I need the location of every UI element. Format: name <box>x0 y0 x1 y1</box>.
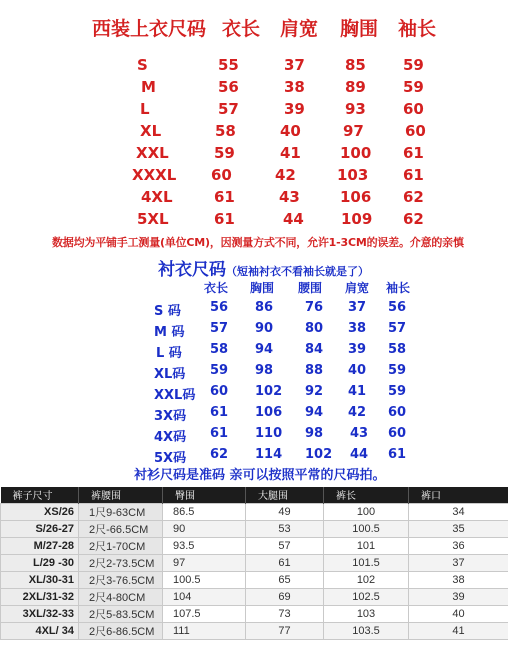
shirt-title-text: 衬衣尺码 <box>158 260 226 280</box>
shirt-row <box>0 342 508 362</box>
shirt-header-row <box>0 279 508 299</box>
suit-length: 57 <box>218 100 239 118</box>
shirt-waist: 94 <box>305 405 324 420</box>
shirt-length: 62 <box>210 447 229 462</box>
pants-waist: 2尺6-86.5CM <box>79 622 163 639</box>
shirt-waist: 92 <box>305 384 324 399</box>
suit-header-shoulder: 肩宽 <box>280 18 319 40</box>
shirt-row <box>0 300 508 320</box>
shirt-shoulder: 37 <box>348 300 367 315</box>
shirt-sleeve: 56 <box>388 300 407 315</box>
pants-hip: 90 <box>163 520 246 537</box>
suit-length: 58 <box>215 122 236 140</box>
suit-row <box>0 188 508 209</box>
shirt-sleeve: 60 <box>388 405 407 420</box>
shirt-waist: 84 <box>305 342 324 357</box>
suit-header-sleeve: 袖长 <box>398 18 437 40</box>
suit-size: M <box>141 78 156 96</box>
pants-thigh: 73 <box>246 605 324 622</box>
shirt-chest: 94 <box>255 342 274 357</box>
shirt-shoulder: 40 <box>348 363 367 378</box>
pants-header-row <box>1 487 508 503</box>
suit-size: XXL <box>136 144 169 162</box>
shirt-row <box>0 321 508 341</box>
pants-waist: 2尺-66.5CM <box>79 520 163 537</box>
suit-sleeve: 60 <box>405 122 426 140</box>
shirt-waist: 102 <box>305 447 333 462</box>
shirt-chest: 90 <box>255 321 274 336</box>
shirt-sleeve: 61 <box>388 447 407 462</box>
suit-header-length: 衣长 <box>222 18 261 40</box>
suit-length: 60 <box>211 166 232 184</box>
table-row <box>1 622 508 639</box>
table-row <box>1 554 508 571</box>
suit-shoulder: 39 <box>284 100 305 118</box>
shirt-row <box>0 426 508 446</box>
suit-length: 59 <box>214 144 235 162</box>
pants-hem: 34 <box>409 503 508 520</box>
shirt-sleeve: 60 <box>388 426 407 441</box>
pants-thigh: 61 <box>246 554 324 571</box>
pants-size: XL/30-31 <box>1 571 79 588</box>
pants-thigh: 77 <box>246 622 324 639</box>
shirt-header-shoulder: 肩宽 <box>345 281 370 295</box>
suit-shoulder: 41 <box>280 144 301 162</box>
shirt-waist: 76 <box>305 300 324 315</box>
suit-size: 4XL <box>141 188 173 206</box>
pants-header-hem: 裤口 <box>409 487 508 503</box>
shirt-length: 61 <box>210 405 229 420</box>
suit-size: L <box>140 100 150 118</box>
pants-length: 101 <box>324 537 409 554</box>
suit-sleeve: 62 <box>403 188 424 206</box>
shirt-shoulder: 44 <box>350 447 369 462</box>
suit-shoulder: 43 <box>279 188 300 206</box>
pants-hem: 39 <box>409 588 508 605</box>
shirt-header-waist: 腰围 <box>298 281 323 295</box>
pants-length: 100.5 <box>324 520 409 537</box>
pants-length: 100 <box>324 503 409 520</box>
shirt-size: XXL码 <box>154 388 196 403</box>
suit-chest: 103 <box>337 166 369 184</box>
pants-hem: 35 <box>409 520 508 537</box>
shirt-chest: 114 <box>255 447 283 462</box>
pants-hem: 40 <box>409 605 508 622</box>
pants-thigh: 49 <box>246 503 324 520</box>
suit-chest: 97 <box>343 122 364 140</box>
shirt-title <box>158 255 369 280</box>
shirt-chest: 106 <box>255 405 283 420</box>
suit-header-size: 西装上衣尺码 <box>92 18 207 40</box>
suit-size-chart <box>0 0 508 249</box>
pants-thigh: 69 <box>246 588 324 605</box>
shirt-chest: 98 <box>255 363 274 378</box>
suit-row <box>0 100 508 121</box>
shirt-length: 56 <box>210 300 229 315</box>
pants-hip: 86.5 <box>163 503 246 520</box>
pants-waist: 2尺3-76.5CM <box>79 571 163 588</box>
shirt-sleeve: 59 <box>388 384 407 399</box>
shirt-waist: 80 <box>305 321 324 336</box>
pants-header-hip: 臀围 <box>163 487 246 503</box>
pants-thigh: 65 <box>246 571 324 588</box>
shirt-size: 4X码 <box>154 430 187 445</box>
pants-hip: 97 <box>163 554 246 571</box>
shirt-shoulder: 41 <box>348 384 367 399</box>
shirt-chest: 86 <box>255 300 274 315</box>
shirt-length: 59 <box>210 363 229 378</box>
pants-header-length: 裤长 <box>324 487 409 503</box>
suit-sleeve: 59 <box>403 56 424 74</box>
shirt-size: 3X码 <box>154 409 187 424</box>
pants-length: 103 <box>324 605 409 622</box>
pants-hem: 38 <box>409 571 508 588</box>
shirt-size: 5X码 <box>154 451 187 466</box>
shirt-waist: 98 <box>305 426 324 441</box>
suit-row <box>0 122 508 143</box>
pants-thigh: 57 <box>246 537 324 554</box>
suit-chest: 89 <box>345 78 366 96</box>
pants-size: 2XL/31-32 <box>1 588 79 605</box>
pants-hip: 107.5 <box>163 605 246 622</box>
shirt-size: M 码 <box>154 325 185 340</box>
suit-row <box>0 166 508 187</box>
table-row <box>1 520 508 537</box>
suit-size: 5XL <box>137 210 169 228</box>
pants-waist: 2尺5-83.5CM <box>79 605 163 622</box>
table-row <box>1 605 508 622</box>
pants-table <box>0 487 508 640</box>
pants-waist: 1尺9-63CM <box>79 503 163 520</box>
shirt-header-sleeve: 袖长 <box>386 281 411 295</box>
suit-sleeve: 61 <box>403 166 424 184</box>
shirt-sleeve: 58 <box>388 342 407 357</box>
shirt-length: 58 <box>210 342 229 357</box>
suit-chest: 93 <box>345 100 366 118</box>
pants-waist: 2尺2-73.5CM <box>79 554 163 571</box>
pants-hem: 36 <box>409 537 508 554</box>
suit-length: 61 <box>214 210 235 228</box>
suit-sleeve: 62 <box>403 210 424 228</box>
pants-hem: 37 <box>409 554 508 571</box>
suit-sleeve: 60 <box>403 100 424 118</box>
pants-length: 101.5 <box>324 554 409 571</box>
pants-size: L/29 -30 <box>1 554 79 571</box>
shirt-fit-note: 衬衫尺码是准码 亲可以按照平常的尺码拍。 <box>134 468 386 483</box>
shirt-shoulder: 43 <box>350 426 369 441</box>
shirt-length: 57 <box>210 321 229 336</box>
suit-length: 61 <box>214 188 235 206</box>
shirt-size: L 码 <box>156 346 182 361</box>
shirt-row <box>0 363 508 383</box>
shirt-length: 60 <box>210 384 229 399</box>
pants-hip: 93.5 <box>163 537 246 554</box>
suit-sleeve: 61 <box>403 144 424 162</box>
suit-header-chest: 胸围 <box>340 18 379 40</box>
pants-length: 103.5 <box>324 622 409 639</box>
suit-shoulder: 42 <box>275 166 296 184</box>
suit-shoulder: 40 <box>280 122 301 140</box>
pants-hip: 100.5 <box>163 571 246 588</box>
pants-size: XS/26 <box>1 503 79 520</box>
pants-header-thigh: 大腿围 <box>246 487 324 503</box>
pants-size: M/27-28 <box>1 537 79 554</box>
suit-chest: 109 <box>341 210 373 228</box>
suit-length: 56 <box>218 78 239 96</box>
suit-chest: 106 <box>340 188 372 206</box>
suit-row <box>0 144 508 165</box>
suit-length: 55 <box>218 56 239 74</box>
shirt-sleeve: 59 <box>388 363 407 378</box>
suit-row <box>0 56 508 77</box>
shirt-shoulder: 38 <box>348 321 367 336</box>
suit-sleeve: 59 <box>403 78 424 96</box>
shirt-size: S 码 <box>154 304 181 319</box>
pants-header-waist: 裤腰围 <box>79 487 163 503</box>
pants-waist: 2尺4-80CM <box>79 588 163 605</box>
pants-size: S/26-27 <box>1 520 79 537</box>
table-row <box>1 503 508 520</box>
measurement-note: 数据均为平铺手工测量(单位CM)，因测量方式不同，允许1-3CM的误差。介意的亲慎 <box>52 236 464 249</box>
shirt-chest: 110 <box>255 426 283 441</box>
suit-shoulder: 44 <box>283 210 304 228</box>
table-row <box>1 571 508 588</box>
suit-chest: 85 <box>345 56 366 74</box>
shirt-chest: 102 <box>255 384 283 399</box>
shirt-size: XL码 <box>154 367 186 382</box>
shirt-waist: 88 <box>305 363 324 378</box>
shirt-header-length: 衣长 <box>204 281 229 295</box>
pants-size: 4XL/ 34 <box>1 622 79 639</box>
pants-length: 102 <box>324 571 409 588</box>
shirt-size-chart <box>0 250 508 483</box>
pants-size: 3XL/32-33 <box>1 605 79 622</box>
pants-hip: 104 <box>163 588 246 605</box>
pants-hem: 41 <box>409 622 508 639</box>
shirt-row <box>0 405 508 425</box>
pants-length: 102.5 <box>324 588 409 605</box>
shirt-shoulder: 39 <box>348 342 367 357</box>
shirt-sleeve: 57 <box>388 321 407 336</box>
pants-hip: 111 <box>163 622 246 639</box>
pants-size-table <box>0 487 508 637</box>
suit-size: XL <box>140 122 162 140</box>
suit-size: XXXL <box>132 166 177 184</box>
pants-thigh: 53 <box>246 520 324 537</box>
suit-row <box>0 210 508 231</box>
shirt-row <box>0 384 508 404</box>
suit-shoulder: 37 <box>284 56 305 74</box>
suit-shoulder: 38 <box>284 78 305 96</box>
shirt-header-chest: 胸围 <box>250 281 275 295</box>
table-row <box>1 537 508 554</box>
suit-size: S <box>137 56 148 74</box>
pants-header-size: 裤子尺寸 <box>1 487 79 503</box>
shirt-shoulder: 42 <box>348 405 367 420</box>
suit-chest: 100 <box>340 144 372 162</box>
shirt-subtitle: （短袖衬衣不看袖长就是了） <box>226 265 369 278</box>
pants-waist: 2尺1-70CM <box>79 537 163 554</box>
table-row <box>1 588 508 605</box>
shirt-length: 61 <box>210 426 229 441</box>
suit-row <box>0 78 508 99</box>
